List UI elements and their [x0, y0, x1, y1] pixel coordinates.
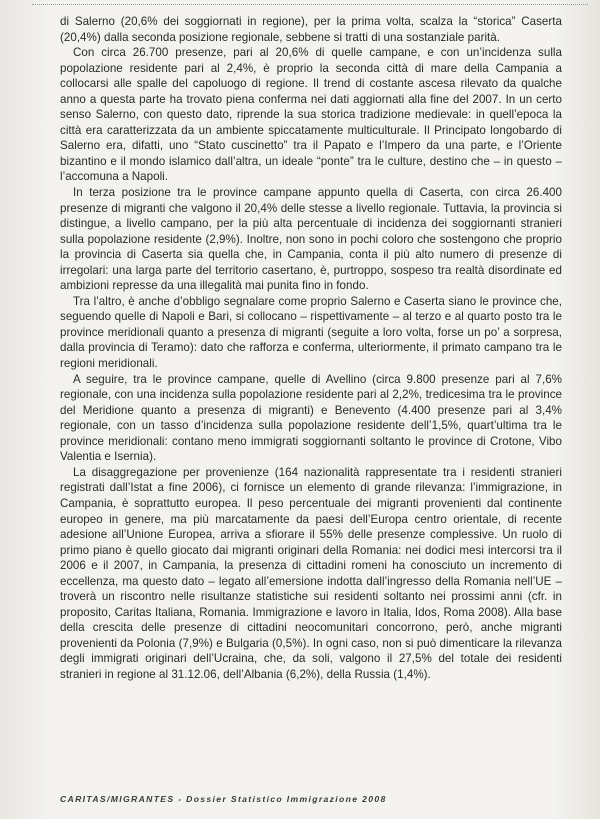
- paragraph-2: Con circa 26.700 presenze, pari al 20,6% di quelle campane, e con un’incidenza sulla popolazione residente pari al 2,4%, è proprio la seconda città di mare della Campania a collocarsi alle spalle del capoluogo di regione. Il trend di costante ascesa rilevato da qualche anno a questa parte ha trovato piena conferma nei dati aggiornati alla fine del 2007. In un certo senso Salerno, con questo dato, riprende la sua storica tradizione medievale: in quell’epoca la città era caratterizzata da un ambiente spiccatamente multiculturale. Il Principato longobardo di Salerno era, difatti, uno “Stato cuscinetto” tra il Papato e l’Impero da una parte, e l’Oriente bizantino e il mondo islamico dall’altra, un ideale “ponte” tra le culture, destino che – in questo – l’accomuna a Napoli.: [60, 46, 562, 184]
- running-footer: CARITAS/MIGRANTES - Dossier Statistico Immigrazione 2008: [60, 794, 387, 804]
- paragraph-1: di Salerno (20,6% dei soggiornati in regione), per la prima volta, scalza la “storica” Caserta (20,4%) dalla seconda posizione regionale, sebbene si tratti di una sostanziale parità.: [60, 15, 562, 44]
- paragraph-3: In terza posizione tra le province campane appunto quella di Caserta, con circa 26.400 presenze di migranti che valgono il 20,4% delle stesse a livello regionale. Tuttavia, la provincia si distingue, a livello campano, per la più alta percentuale di incidenza dei soggiornanti stranieri sulla popolazione residente (2,9%). Inoltre, non sono in pochi coloro che sostengono che proprio la provincia di Caserta sia quella che, in Campania, conta il più alto numero di presenze di irregolari: una larga parte del territorio casertano, è, purtroppo, sospeso tra realtà disordinate ed ambizioni represse da una illegalità mai punita fino in fondo.: [60, 186, 562, 293]
- paragraph-4: Tra l’altro, è anche d’obbligo segnalare come proprio Salerno e Caserta siano le province che, seguendo quelle di Napoli e Bari, si collocano – rispettivamente – al terzo e al quarto posto tra le province meridionali quanto a presenza di migranti (seguite a loro volta, forse un po’ a sorpresa, dalla provincia di Teramo): dato che rafforza e conferma, ulteriormente, il primato campano tra le regioni meridionali.: [60, 294, 562, 371]
- paragraph-5: A seguire, tra le province campane, quelle di Avellino (circa 9.800 presenze pari al 7,6% regionale, con una incidenza sulla popolazione residente pari al 2,2%, tredicesima tra le province del Meridione quanto a presenza di migranti) e Benevento (4.400 presenze pari al 3,4% regionale, con un tasso d’incidenza sulla popolazione residente dell’1,5%, quart’ultima tra le province meridionali: contano meno immigrati soggiornanti soltanto le province di Crotone, Vibo Valentia e Isernia).: [60, 372, 562, 464]
- top-dotted-rule: [32, 4, 588, 5]
- paragraph-6: La disaggregazione per provenienze (164 nazionalità rappresentate tra i residenti stranieri registrati dall’Istat a fine 2006), ci fornisce un elemento di grande rilevanza: l’immigrazione, in Campania, è soprattutto europea. Il peso percentuale dei migranti provenienti dal continente europeo in genere, ma più marcatamente da paesi dell’Europa centro orientale, di recente adesione all’Unione Europea, arriva a sfiorare il 55% delle presenze complessive. Un ruolo di primo piano è quello giocato dai migranti originari della Romania: nei dodici mesi intercorsi tra il 2006 e il 2007, in Campania, la presenza di cittadini romeni ha conosciuto un incremento di eccellenza, ma questo dato – legato all’emersione indotta dall’ingresso della Romania nell’UE – troverà un riscontro nelle risultanze statistiche sui residenti soltanto nei prossimi anni (cfr. in proposito, Caritas Italiana, Romania. Immigrazione e lavoro in Italia, Idos, Roma 2008). Alla base della crescita delle presenze di cittadini neocomunitari concorrono, però, anche migranti provenienti da Polonia (7,9%) e Bulgaria (0,5%). In ogni caso, non si può dimenticare la rilevanza degli immigrati originari dell’Ucraina, che, da soli, valgono il 27,5% del totale dei residenti stranieri in regione al 31.12.06, dell’Albania (6,2%), della Russia (1,4%).: [60, 465, 562, 681]
- body-text: [60, 14, 562, 683]
